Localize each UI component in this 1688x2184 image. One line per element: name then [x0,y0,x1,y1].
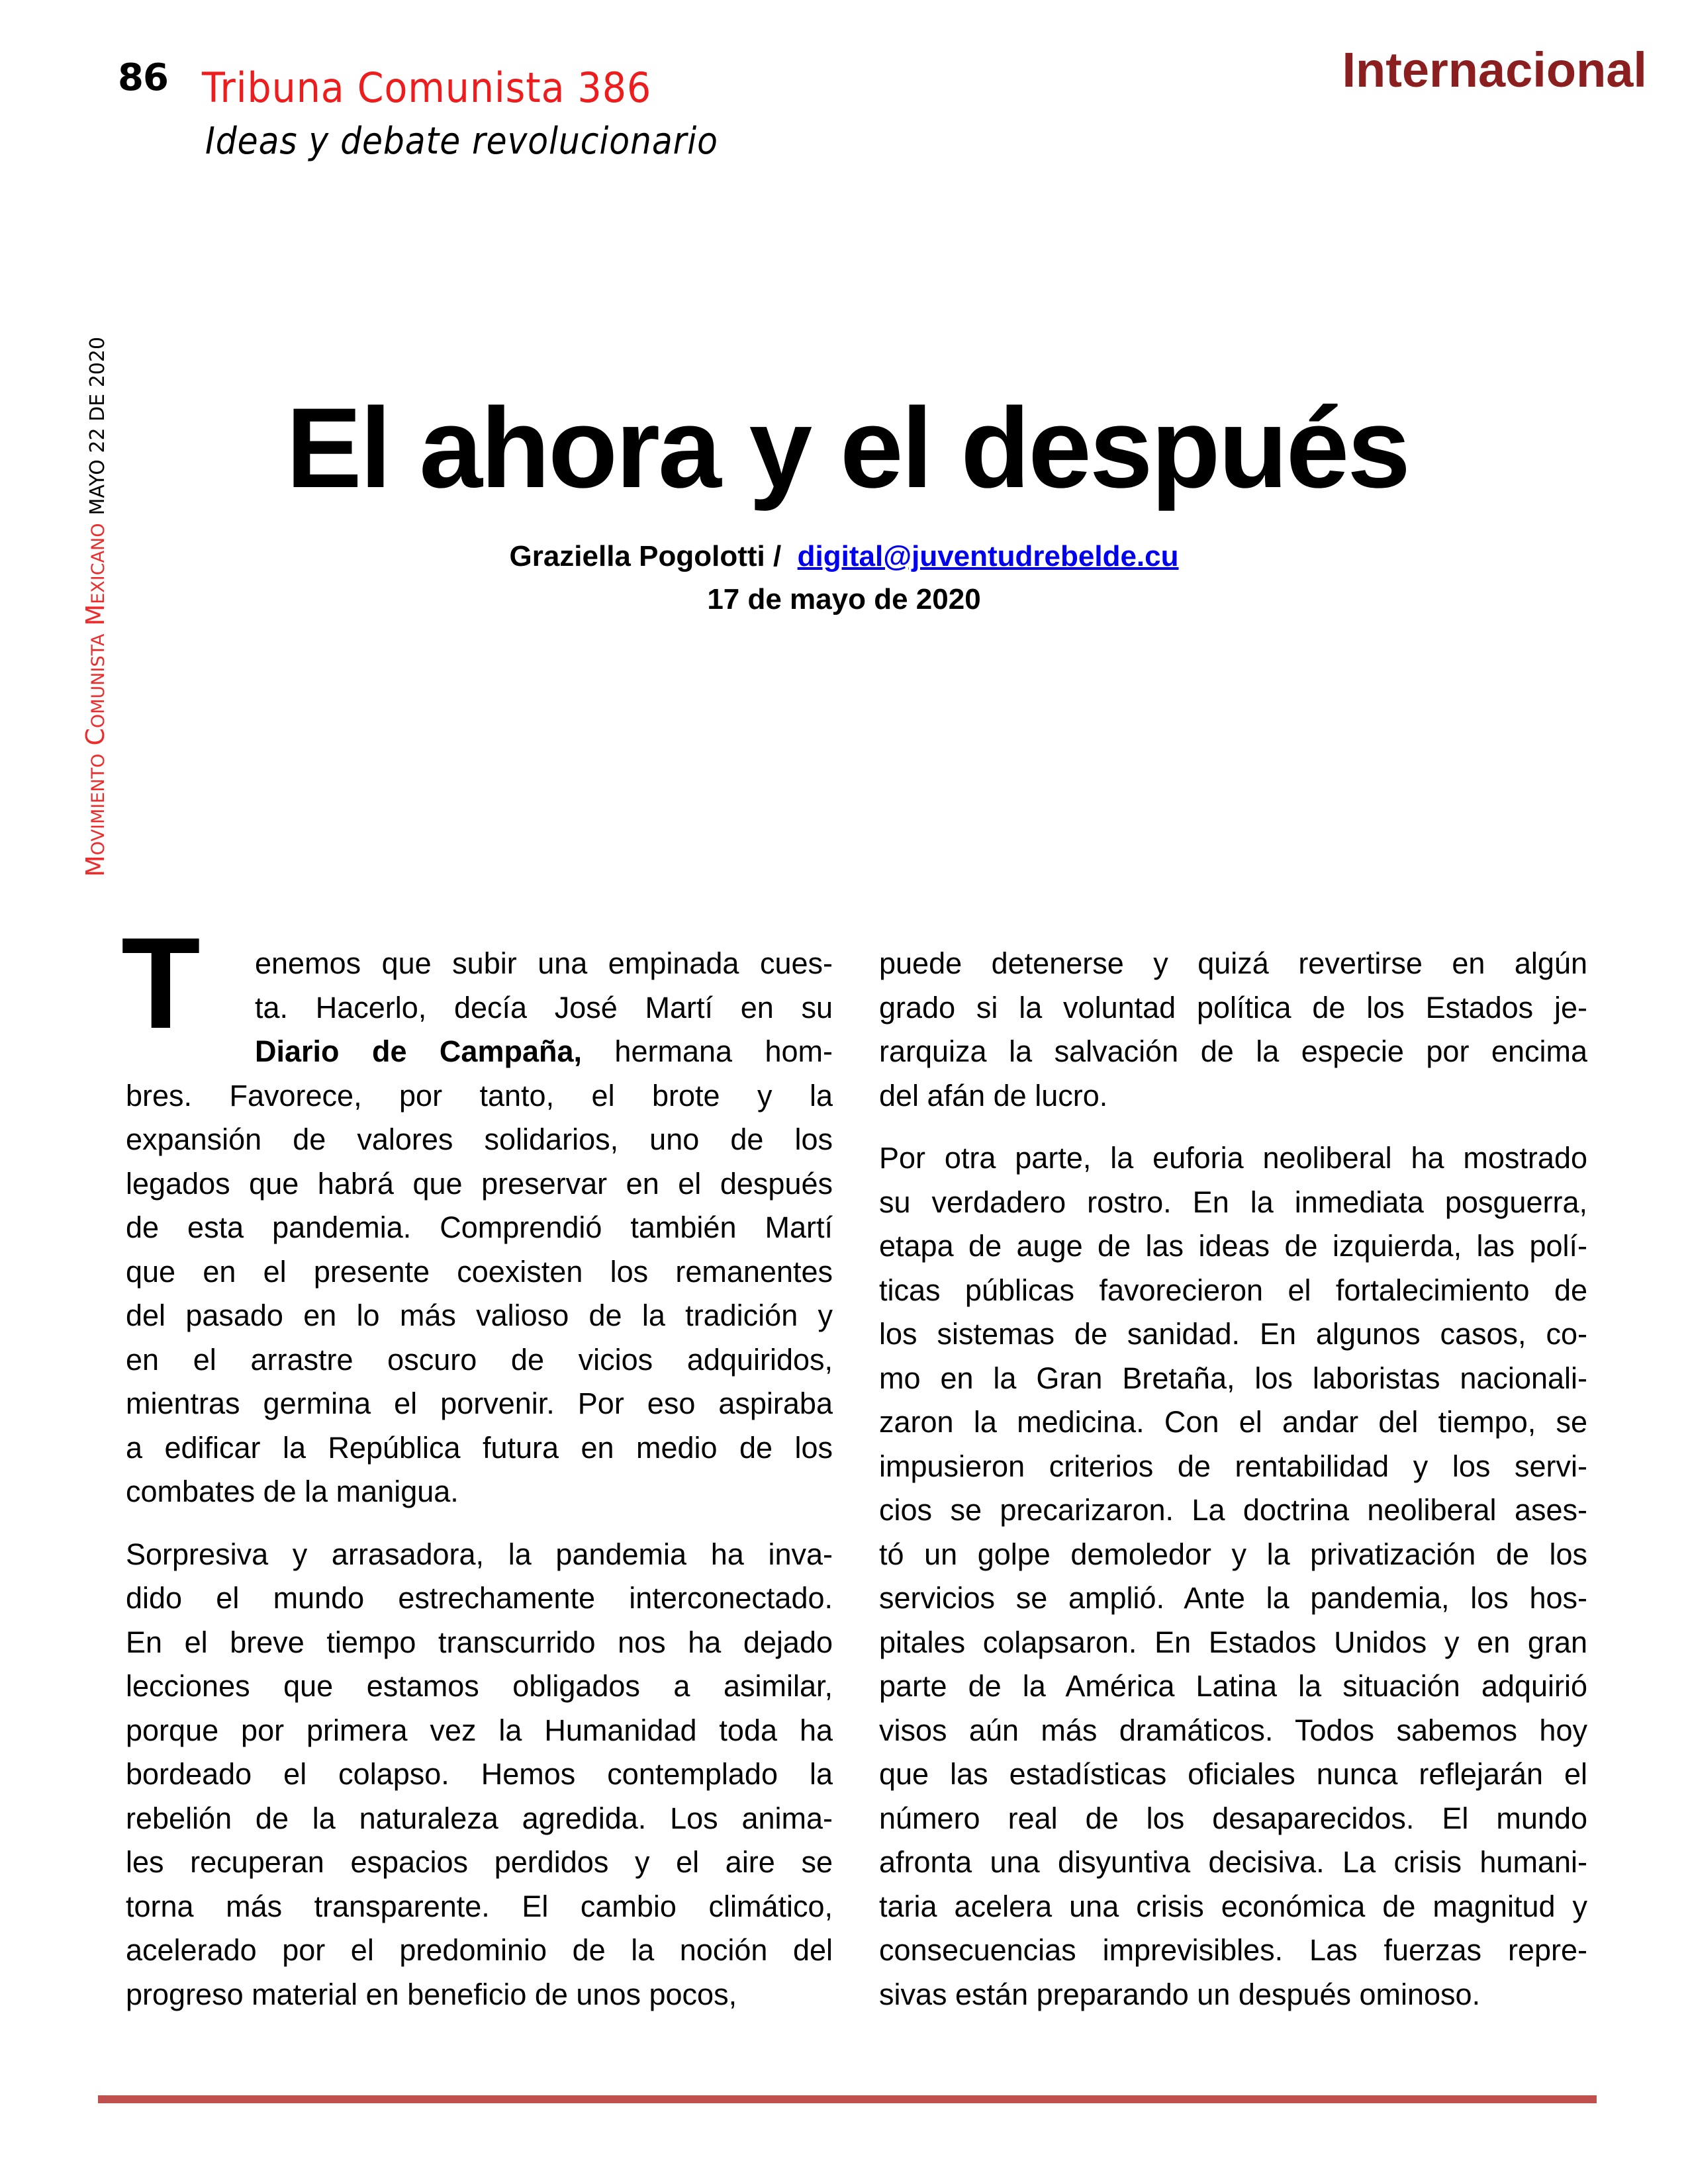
author-name: Graziella Pogolotti / [509,540,782,572]
text-line: parte de la América Latina la situación adquirió [879,1669,1587,1703]
text-line: etapa de auge de las ideas de izquierda, las polí- [879,1229,1587,1263]
article-title: El ahora y el después [286,385,1409,512]
text-line: acelerado por el predominio de la noción del [126,1933,833,1967]
magazine-title: Tribuna Comunista 386 [202,64,652,112]
text-line: rebelión de la naturaleza agredida. Los anima- [126,1801,833,1835]
text-line: en el arrastre oscuro de vicios adquiridos, [126,1342,833,1377]
text-line: los sistemas de sanidad. En algunos casos, co- [879,1317,1587,1351]
text-line: legados que habrá que preservar en el después [126,1166,833,1201]
text-line: bres. Favorece, por tanto, el brote y la [126,1078,833,1113]
text-line: visos aún más dramáticos. Todos sabemos hoy [879,1713,1587,1747]
text-line: puede detenerse y quizá revertirse en algún [879,946,1587,980]
text-line [255,1033,833,1070]
text-line: mo en la Gran Bretaña, los laboristas nacionali- [879,1361,1587,1395]
page-number: 86 [118,56,168,99]
section-label: Internacional [1342,42,1647,97]
text-line: tó un golpe demoledor y la privatización de los [879,1537,1587,1571]
text-line: porque por primera vez la Humanidad toda ha [126,1713,833,1747]
text-line: número real de los desaparecidos. El mundo [879,1801,1587,1835]
text-line: cios se precarizaron. La doctrina neoliberal ases- [879,1493,1587,1527]
byline [0,539,1688,574]
text-fragment: hermana hom- [581,1034,833,1068]
text-line: progreso material en beneficio de unos pocos, [126,1977,737,2011]
text-line: que en el presente coexisten los remanentes [126,1254,833,1289]
text-line: mientras germina el porvenir. Por eso aspiraba [126,1387,833,1420]
text-line: servicios se amplió. Ante la pandemia, los hos- [879,1581,1587,1615]
text-line: Sorpresiva y arrasadora, la pandemia ha inva- [126,1537,833,1571]
text-line: enemos que subir una empinada cues- [255,946,833,980]
text-line: su verdadero rostro. En la inmediata posguerra, [879,1185,1587,1219]
text-line: zaron la medicina. Con el andar del tiempo, se [879,1405,1587,1439]
text-line: de esta pandemia. Comprendió también Martí [126,1210,833,1244]
text-line: pitales colapsaron. En Estados Unidos y en gran [879,1625,1587,1659]
sidebar-organization: Movimiento Comunista Mexicano [81,523,110,877]
magazine-subtitle: Ideas y debate revolucionario [205,120,718,163]
text-line: ticas públicas favorecieron el fortalecimiento de [879,1273,1587,1307]
text-line: lecciones que estamos obligados a asimilar, [126,1669,833,1703]
article-date: 17 de mayo de 2020 [707,583,981,615]
text-line: consecuencias imprevisibles. Las fuerzas repre- [879,1933,1587,1967]
text-line: taria acelera una crisis económica de magnitud y [879,1889,1587,1923]
text-line: Por otra parte, la euforia neoliberal ha mostrado [879,1141,1587,1175]
footer-rule [98,2095,1597,2103]
text-line: impusieron criterios de rentabilidad y los servi- [879,1449,1587,1483]
text-line: a edificar la República futura en medio de los [126,1430,833,1465]
text-line: les recuperan espacios perdidos y el aire se [126,1845,833,1879]
text-line: bordeado el colapso. Hemos contemplado la [126,1757,833,1791]
text-line: torna más transparente. El cambio climático, [126,1889,833,1923]
text-line: expansión de valores solidarios, uno de los [126,1122,833,1156]
text-line: En el breve tiempo transcurrido nos ha dejado [126,1625,833,1659]
text-line: rarquiza la salvación de la especie por encima [879,1034,1587,1068]
text-line: ta. Hacerlo, decía José Martí en su [255,990,833,1024]
author-email-link[interactable]: digital@juventudrebelde.cu [797,540,1179,572]
text-line: combates de la manigua. [126,1475,459,1508]
text-line: grado si la voluntad política de los Estados je- [879,990,1587,1024]
text-line: que las estadísticas oficiales nunca reflejarán el [879,1757,1587,1791]
text-line: dido el mundo estrechamente interconectado. [126,1581,833,1615]
text-line: afronta una disyuntiva decisiva. La crisis humani- [879,1845,1587,1879]
text-line: del pasado en lo más valioso de la tradición y [126,1298,833,1332]
text-line: del afán de lucro. [879,1078,1108,1113]
sidebar-date: MAYO 22 DE 2020 [86,336,109,516]
bold-book-title: Diario de Campaña, [255,1034,582,1068]
drop-cap: T [121,911,201,1056]
text-line: sivas están preparando un después ominoso. [879,1977,1481,2011]
